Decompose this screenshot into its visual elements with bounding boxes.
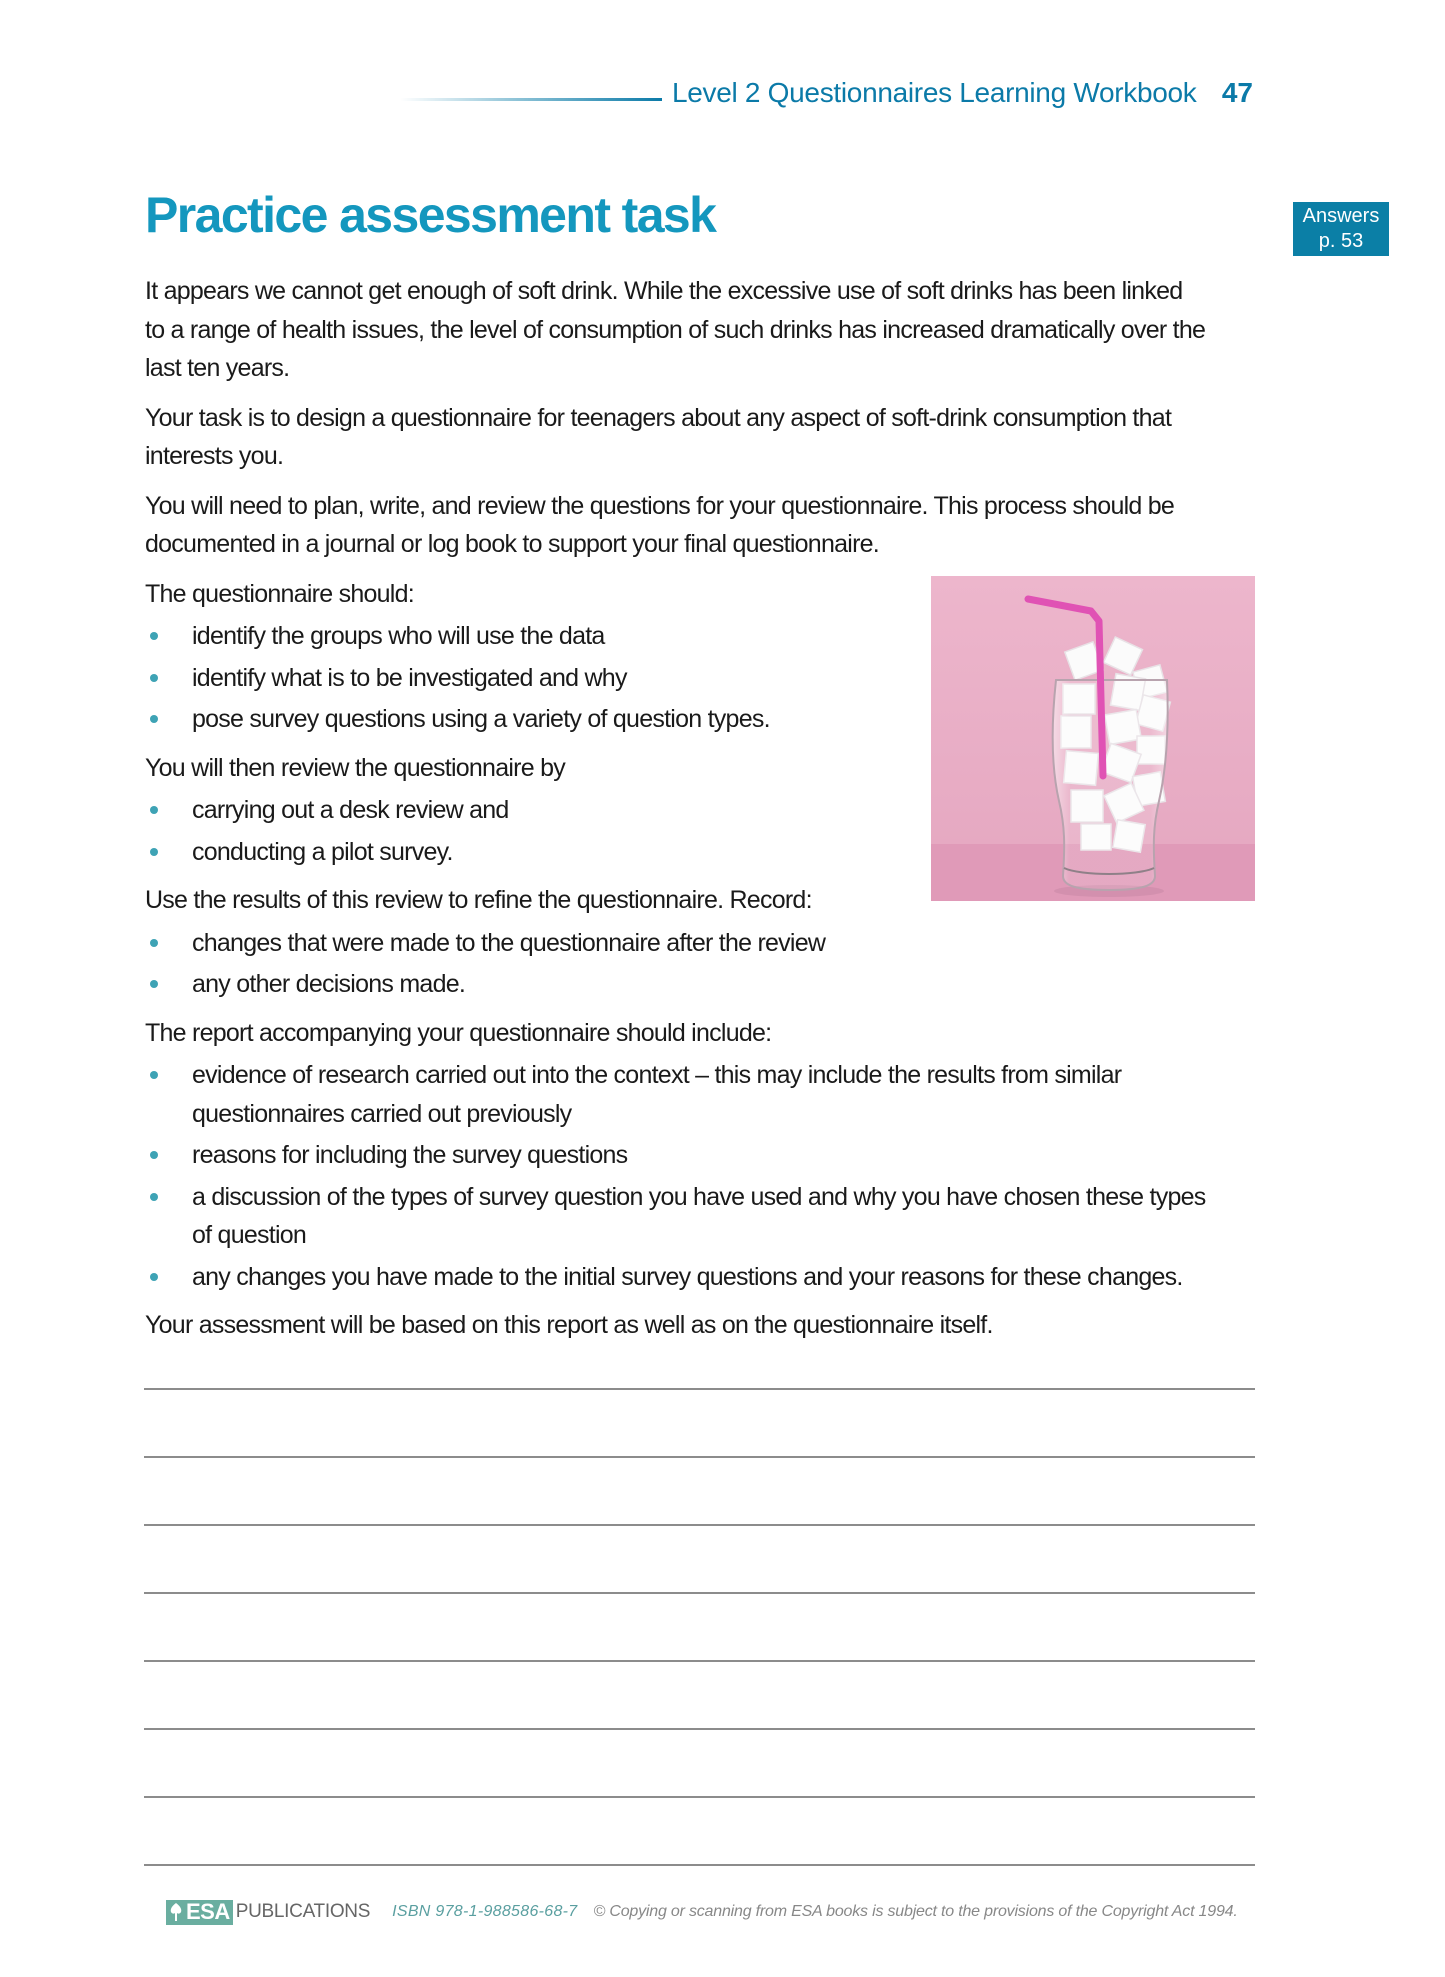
text-line: pose survey questions using a variety of question types.: [192, 705, 770, 733]
text-line: a discussion of the types of survey question you have used and why you have chosen these types: [192, 1182, 1206, 1211]
writing-line[interactable]: [144, 1728, 1255, 1730]
list-item: [145, 924, 1275, 963]
text-line: Your task is to design a questionnaire for teenagers about any aspect of soft-drink consumption that: [145, 403, 1172, 432]
text-line: evidence of research carried out into the context – this may include the results from similar: [192, 1061, 1122, 1089]
text-line: conducting a pilot survey.: [192, 837, 453, 866]
text-line: identify what is to be investigated and why: [192, 663, 627, 692]
isbn: ISBN 978-1-988586-68-7: [392, 1903, 578, 1920]
page-title: Practice assessment task: [145, 187, 716, 243]
paragraph-process: [145, 487, 1275, 564]
list-intro-review: You will then review the questionnaire by: [145, 753, 565, 782]
text-line: last ten years.: [145, 354, 290, 382]
list-intro-should: The questionnaire should:: [145, 579, 414, 608]
writing-line[interactable]: [144, 1660, 1255, 1662]
text-line: interests you.: [145, 442, 284, 470]
bullet-icon: [150, 806, 158, 814]
bullet-icon: [150, 1071, 158, 1079]
bullet-icon: [150, 715, 158, 723]
closing-statement: Your assessment will be based on this report as well as on the questionnaire itself.: [145, 1311, 993, 1339]
list-item: [145, 1178, 1275, 1255]
bullet-icon: [150, 674, 158, 682]
sugar-glass-photo: [931, 576, 1255, 901]
bullet-icon: [150, 632, 158, 640]
list-item: [145, 1258, 1275, 1297]
copyright-notice: © Copying or scanning from ESA books is subject to the provisions of the Copyright Act 1994.: [593, 1903, 1238, 1920]
sugar-glass-illustration: [931, 576, 1255, 901]
list-report: [145, 1056, 1275, 1296]
publisher-name: PUBLICATIONS: [235, 1901, 371, 1922]
list-item: [145, 1056, 1275, 1133]
text-line: documented in a journal or log book to support your final questionnaire.: [145, 530, 880, 558]
answers-page: p. 53: [1318, 230, 1364, 252]
bullet-icon: [150, 1193, 158, 1201]
text-line: questionnaires carried out previously: [192, 1099, 572, 1128]
text-line: carrying out a desk review and: [192, 796, 509, 824]
text-line: changes that were made to the questionnaire after the review: [192, 928, 826, 957]
text-line: It appears we cannot get enough of soft drink. While the excessive use of soft drinks has been linked: [145, 277, 1183, 305]
text-line: identify the groups who will use the data: [192, 622, 605, 650]
writing-line[interactable]: [144, 1592, 1255, 1594]
text-line: any changes you have made to the initial survey questions and your reasons for these changes.: [192, 1262, 1183, 1291]
glass: [1053, 680, 1168, 890]
text-line: any other decisions made.: [192, 970, 466, 998]
writing-line[interactable]: [144, 1456, 1255, 1458]
answers-tab[interactable]: [1293, 202, 1389, 256]
paragraph-task: [145, 399, 1275, 476]
writing-line[interactable]: [144, 1864, 1255, 1866]
list-item: [145, 965, 1275, 1004]
esa-logo: [166, 1900, 233, 1925]
logo-text: ESA: [186, 1899, 230, 1924]
bullet-icon: [150, 980, 158, 988]
text-line: reasons for including the survey questions: [192, 1141, 628, 1169]
page-number: 47: [1221, 77, 1253, 108]
list-intro-record: Use the results of this review to refine the questionnaire. Record:: [145, 886, 812, 914]
writing-line[interactable]: [144, 1796, 1255, 1798]
bullet-icon: [150, 1273, 158, 1281]
answers-label: Answers: [1302, 205, 1380, 227]
text-line: of question: [192, 1221, 307, 1249]
list-intro-report: The report accompanying your questionnaire should include:: [145, 1018, 772, 1047]
writing-line[interactable]: [144, 1524, 1255, 1526]
bullet-icon: [150, 939, 158, 947]
list-item: [145, 1136, 1275, 1175]
bullet-icon: [150, 848, 158, 856]
bullet-icon: [150, 1151, 158, 1159]
text-line: to a range of health issues, the level of consumption of such drinks has increased dramatically over the: [145, 315, 1206, 344]
writing-line[interactable]: [144, 1388, 1255, 1390]
tree-icon: [168, 1902, 184, 1922]
text-line: You will need to plan, write, and review the questions for your questionnaire. This process should be: [145, 491, 1175, 520]
list-record: [145, 924, 1275, 1004]
header-rule: [400, 98, 662, 101]
workbook-title: Level 2 Questionnaires Learning Workbook: [672, 77, 1197, 108]
paragraph-intro: [145, 272, 1275, 388]
footer: [166, 1899, 1238, 1925]
